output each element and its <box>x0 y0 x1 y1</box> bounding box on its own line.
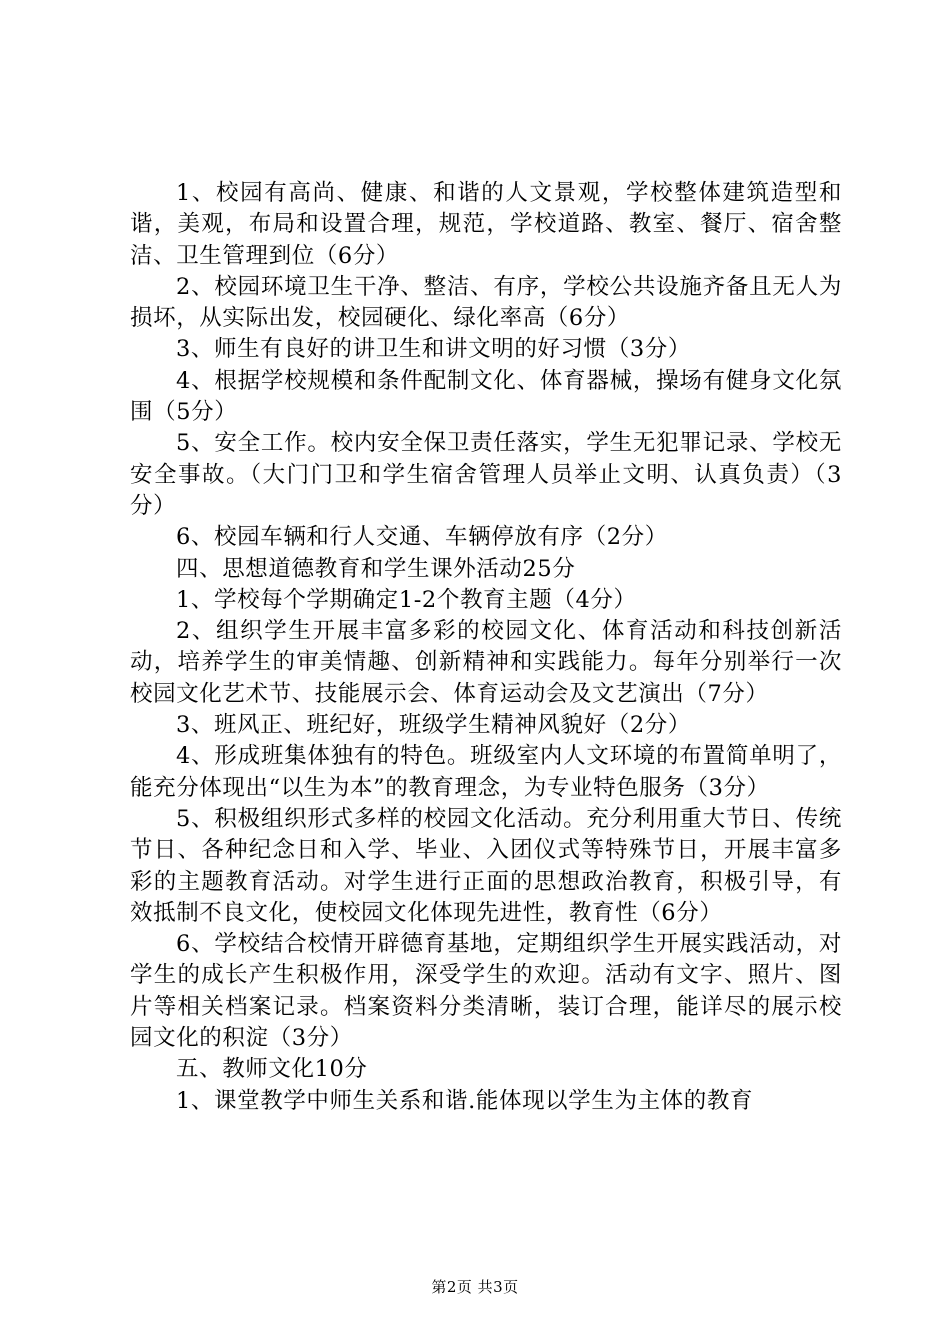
paragraph-safety-work: 5、安全工作。校内安全保卫责任落实，学生无犯罪记录、学校无安全事故。（大门门卫和学生宿舍管理人员举止文明、认真负责）（3分） <box>130 430 842 519</box>
paragraph-cultural-activities: 5、积极组织形式多样的校园文化活动。充分利用重大节日、传统节日、各种纪念日和入学、毕业、入团仪式等特殊节日，开展丰富多彩的主题教育活动。对学生进行正面的思想政治教育，积极引导，有效抵制不良文化，使校园文化体现先进性，教育性（6分） <box>130 805 842 926</box>
paragraph-hygiene-habits: 3、师生有良好的讲卫生和讲文明的好习惯（3分） <box>176 336 691 363</box>
paragraph-sports-equipment: 4、根据学校规模和条件配制文化、体育器械，操场有健身文化氛围（5分） <box>130 367 842 426</box>
section-heading-moral-education: 四、思想道德教育和学生课外活动25分 <box>176 555 576 582</box>
paragraph-campus-activities: 2、组织学生开展丰富多彩的校园文化、体育活动和科技创新活动，培养学生的审美情趣、创新精神和实践能力。每年分别举行一次校园文化艺术节、技能展示会、体育运动会及文艺演出（7分） <box>130 618 842 707</box>
paragraph-moral-base: 6、学校结合校情开辟德育基地，定期组织学生开展实践活动，对学生的成长产生积极作用，深受学生的欢迎。活动有文字、照片、图片等相关档案记录。档案资料分类清晰，装订合理，能详尽的展示校园文化的积淀（3分） <box>130 931 842 1052</box>
section-heading-teacher-culture: 五、教师文化10分 <box>176 1056 368 1083</box>
document-body <box>130 178 842 1117</box>
paragraph-campus-hygiene: 2、校园环境卫生干净、整洁、有序，学校公共设施齐备且无人为损坏，从实际出发，校园硬化、绿化率高（6分） <box>130 273 842 332</box>
paragraph-campus-landscape: 1、校园有高尚、健康、和谐的人文景观，学校整体建筑造型和谐，美观，布局和设置合理，规范，学校道路、教室、餐厅、宿舍整洁、卫生管理到位（6分） <box>130 180 842 269</box>
paragraph-traffic-order: 6、校园车辆和行人交通、车辆停放有序（2分） <box>176 524 668 551</box>
paragraph-class-spirit: 3、班风正、班纪好，班级学生精神风貌好（2分） <box>176 712 691 739</box>
paragraph-education-themes: 1、学校每个学期确定1-2个教育主题（4分） <box>176 586 637 613</box>
paragraph-classroom-teaching: 1、课堂教学中师生关系和谐.能体现以学生为主体的教育 <box>176 1087 754 1114</box>
page-number-footer: 第2页 共3页 <box>431 1278 519 1296</box>
paragraph-class-features: 4、形成班集体独有的特色。班级室内人文环境的布置简单明了，能充分体现出“以生为本”的教育理念，为专业特色服务（3分） <box>130 743 842 801</box>
